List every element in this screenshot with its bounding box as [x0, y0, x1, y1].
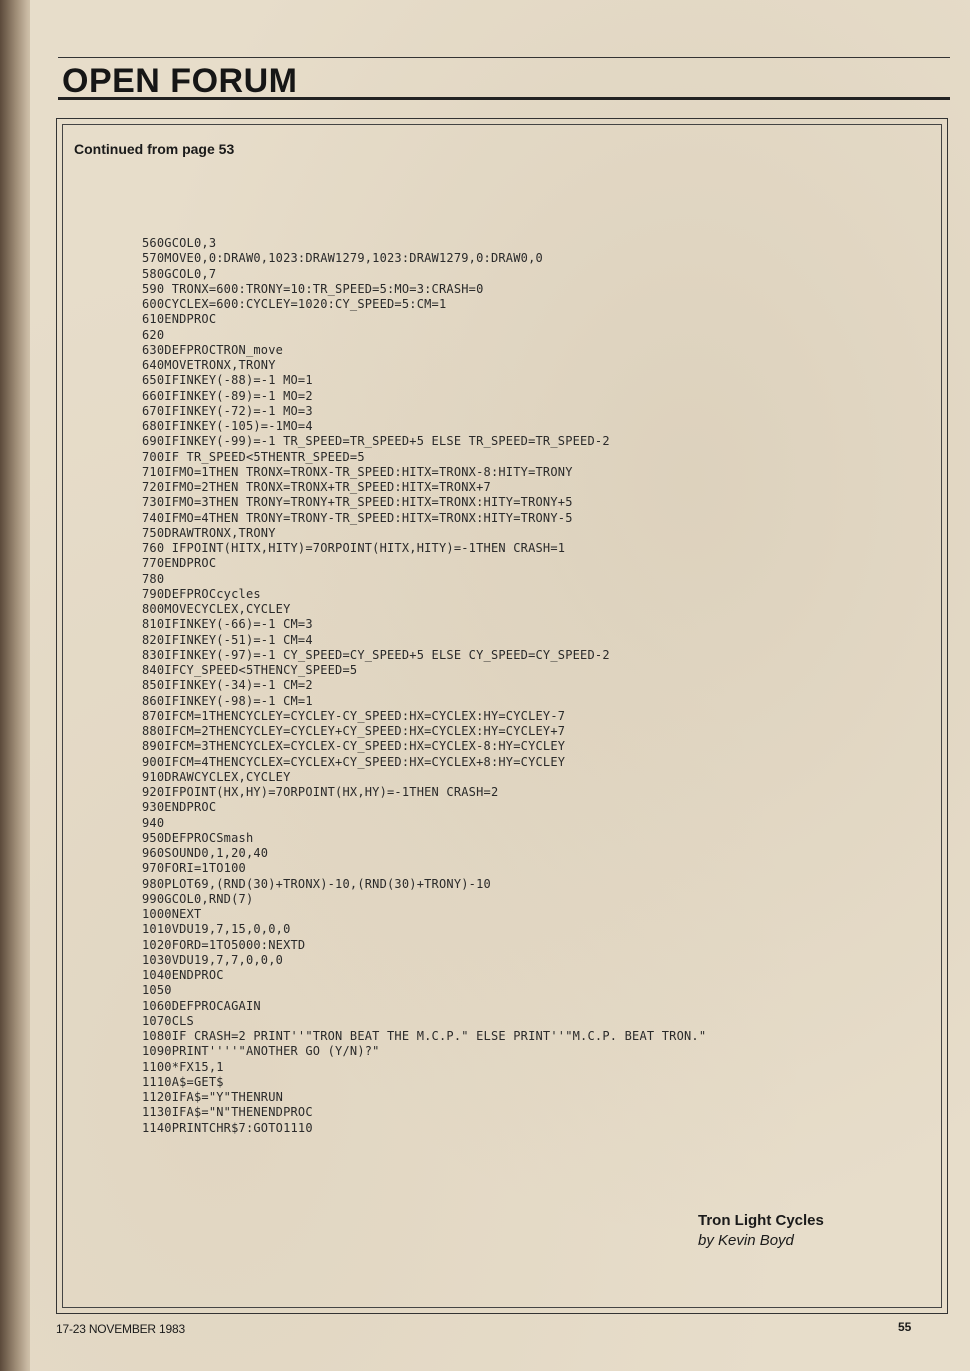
code-line: 830IFINKEY(-97)=-1 CY_SPEED=CY_SPEED+5 ELSE CY_SPEED=CY_SPEED-2 — [142, 647, 610, 662]
title-rule — [58, 97, 950, 100]
code-line: 730IFMO=3THEN TRONY=TRONY+TR_SPEED:HITX=TRONX:HITY=TRONY+5 — [142, 495, 573, 510]
code-line: 630DEFPROCTRON_move — [142, 342, 284, 357]
code-line: 1090PRINT''''"ANOTHER GO (Y/N)?" — [142, 1044, 380, 1059]
code-line: 920IFPOINT(HX,HY)=7ORPOINT(HX,HY)=-1THEN CRASH=2 — [142, 785, 499, 799]
article-caption — [698, 1212, 824, 1249]
footer-date: 17-23 NOVEMBER 1983 — [56, 1322, 185, 1336]
code-line: 850IFINKEY(-34)=-1 CM=2 — [142, 678, 313, 693]
magazine-page — [30, 0, 970, 1371]
code-line: 1070CLS — [142, 1013, 194, 1028]
code-line: 690IFINKEY(-99)=-1 TR_SPEED=TR_SPEED+5 ELSE TR_SPEED=TR_SPEED-2 — [142, 434, 610, 449]
code-line: 990GCOL0,RND(7) — [142, 891, 254, 906]
top-rule — [58, 57, 950, 58]
code-line: 720IFMO=2THEN TRONX=TRONX+TR_SPEED:HITX=TRONX+7 — [142, 480, 491, 494]
code-line: 1020FORD=1TO5000:NEXTD — [142, 937, 306, 952]
code-line: 560GCOL0,3 — [142, 236, 217, 250]
code-line: 870IFCM=1THENCYCLEY=CYCLEY-CY_SPEED:HX=CYCLEX:HY=CYCLEY-7 — [142, 708, 566, 723]
code-line: 1140PRINTCHR$7:GOTO1110 — [142, 1120, 313, 1135]
code-line: 610ENDPROC — [142, 312, 217, 327]
section-title: OPEN FORUM — [62, 62, 298, 100]
page-number: 55 — [898, 1320, 912, 1334]
code-line: 700IF TR_SPEED<5THENTR_SPEED=5 — [142, 449, 365, 464]
code-line: 820IFINKEY(-51)=-1 CM=4 — [142, 632, 313, 647]
code-line: 600CYCLEX=600:CYCLEY=1020:CY_SPEED=5:CM=1 — [142, 297, 447, 311]
code-line: 660IFINKEY(-89)=-1 MO=2 — [142, 388, 313, 403]
code-line: 960SOUND0,1,20,40 — [142, 846, 269, 860]
spine-shadow — [0, 0, 34, 1371]
code-line: 1030VDU19,7,7,0,0,0 — [142, 952, 284, 967]
code-line: 740IFMO=4THEN TRONY=TRONY-TR_SPEED:HITX=TRONX:HITY=TRONY-5 — [142, 510, 573, 525]
code-line: 770ENDPROC — [142, 556, 217, 571]
code-line: 1110A$=GET$ — [142, 1074, 224, 1089]
continued-note: Continued from page 53 — [74, 141, 235, 157]
code-line: 890IFCM=3THENCYCLEX=CYCLEX-CY_SPEED:HX=CYCLEX-8:HY=CYCLEY — [142, 739, 566, 754]
code-line: 760 IFPOINT(HITX,HITY)=7ORPOINT(HITX,HITY)=-1THEN CRASH=1 — [142, 541, 566, 555]
code-line: 570MOVE0,0:DRAW0,1023:DRAW1279,1023:DRAW1279,0:DRAW0,0 — [142, 251, 543, 266]
code-line: 670IFINKEY(-72)=-1 MO=3 — [142, 403, 313, 418]
code-line: 1080IF CRASH=2 PRINT''"TRON BEAT THE M.C.P." ELSE PRINT''"M.C.P. BEAT TRON." — [142, 1029, 707, 1043]
code-line: 800MOVECYCLEX,CYCLEY — [142, 602, 291, 616]
code-line: 640MOVETRONX,TRONY — [142, 358, 276, 372]
code-line: 880IFCM=2THENCYCLEY=CYCLEY+CY_SPEED:HX=CYCLEX:HY=CYCLEY+7 — [142, 724, 566, 738]
code-line: 1060DEFPROCAGAIN — [142, 998, 261, 1013]
code-line: 790DEFPROCcycles — [142, 586, 261, 601]
code-line: 910DRAWCYCLEX,CYCLEY — [142, 769, 291, 784]
code-line: 840IFCY_SPEED<5THENCY_SPEED=5 — [142, 663, 358, 677]
code-line: 650IFINKEY(-88)=-1 MO=1 — [142, 373, 313, 388]
code-line: 1010VDU19,7,15,0,0,0 — [142, 922, 291, 937]
code-line: 620 — [142, 327, 165, 342]
code-line: 1120IFA$="Y"THENRUN — [142, 1090, 284, 1104]
code-line: 1000NEXT — [142, 907, 202, 921]
code-line: 980PLOT69,(RND(30)+TRONX)-10,(RND(30)+TRONY)-10 — [142, 876, 491, 891]
code-line: 950DEFPROCSmash — [142, 830, 254, 845]
code-line: 810IFINKEY(-66)=-1 CM=3 — [142, 617, 313, 632]
code-line: 930ENDPROC — [142, 800, 217, 815]
code-line: 1040ENDPROC — [142, 968, 224, 982]
code-line: 1100*FX15,1 — [142, 1059, 224, 1074]
code-line: 590 TRONX=600:TRONY=10:TR_SPEED=5:MO=3:CRASH=0 — [142, 281, 484, 296]
code-listing — [142, 236, 706, 1136]
code-line: 680IFINKEY(-105)=-1MO=4 — [142, 419, 313, 433]
code-line: 1050 — [142, 983, 172, 998]
code-line: 1130IFA$="N"THENENDPROC — [142, 1105, 313, 1120]
code-line: 900IFCM=4THENCYCLEX=CYCLEX+CY_SPEED:HX=CYCLEX+8:HY=CYCLEY — [142, 754, 566, 769]
code-line: 710IFMO=1THEN TRONX=TRONX-TR_SPEED:HITX=TRONX-8:HITY=TRONY — [142, 464, 573, 479]
program-title: Tron Light Cycles — [698, 1212, 824, 1229]
program-author: by Kevin Boyd — [698, 1232, 794, 1249]
code-line: 580GCOL0,7 — [142, 266, 217, 281]
code-line: 940 — [142, 815, 165, 830]
code-line: 750DRAWTRONX,TRONY — [142, 525, 276, 540]
code-line: 780 — [142, 571, 165, 586]
code-line: 860IFINKEY(-98)=-1 CM=1 — [142, 693, 313, 708]
code-line: 970FORI=1TO100 — [142, 861, 246, 876]
